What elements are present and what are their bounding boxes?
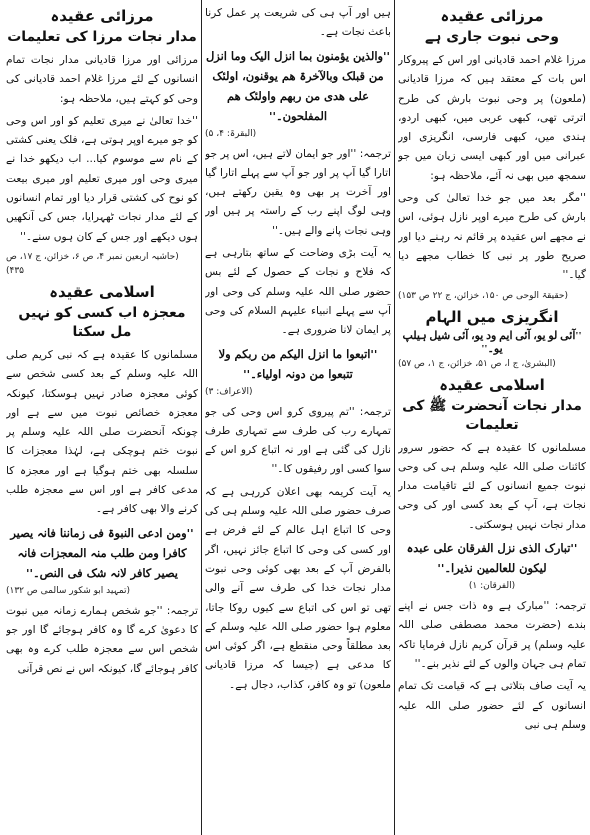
reference: (تمہید ابو شکور سالمی ص ۱۳۲) bbox=[6, 585, 131, 596]
paragraph: مسلمانوں کا عقیدہ ہے کہ حضور سرور کائنات صلی اللہ علیہ وسلم ہی کی وحی نبوت جمیع انسانوں کے لئے تاقیامت مدار نجات ہے، آپ کے بعد کسی اور کی وحی مدار نجات نہیں ہوسکتی۔ bbox=[398, 441, 586, 531]
paragraph: مرزائی اور مرزا قادیانی مدار نجات تمام انسانوں کے لئے مرزا غلام احمد قادیانی کی وحی کو کہتے ہیں، ملاحظہ ہو: bbox=[6, 54, 198, 105]
section-subheading: وحی نبوت جاری ہے bbox=[424, 29, 560, 45]
arabic-verse: ''والذین یؤمنون بما انزل الیک وما انزل من قبلک وبالآخرۃ ھم یوقنون، اولئک علی ھدی من ربھم واولئک ھم المفلحون۔'' bbox=[206, 48, 390, 123]
paragraph: مسلمانوں کا عقیدہ ہے کہ نبی کریم صلی اللہ علیہ وسلم کے بعد کسی شخص سے کوئی معجزہ صادر نہیں ہوسکتا، کیونکہ معجزہ خصائص نبوت میں سے ہے اور چونکہ آنحضرت صلی اللہ علیہ وسلم پر نبوت ختم ہوچکی ہے، لہٰذا معجزات کا سلسلہ بھی ختم ہوگیا ہے اور معجزہ کا مدعی کافر ہے اور اس سے معجزہ طلب کرنے والا بھی کافر ہے۔ bbox=[6, 348, 198, 516]
arabic-verse: ''ومن ادعی النبوۃ فی زماننا فانہ یصیر کافرا ومن طلب منہ المعجزات فانہ یصیر کافر لانہ شک فی النص۔'' bbox=[10, 525, 194, 580]
section-subheading: معجزہ اب کسی کو نہیں مل سکتا bbox=[18, 304, 186, 340]
reference: (حقیقۃ الوحی ص ۱۵۰، خزائن، ج ۲۲ ص ۱۵۳) bbox=[398, 290, 569, 301]
section-heading: اسلامی عقیدہ bbox=[49, 282, 155, 301]
arabic-verse: ''اتبعوا ما انزل الیکم من ربکم ولا تتبعوا من دونہ اولیاء۔'' bbox=[218, 346, 378, 381]
reference: (حاشیہ اربعین نمبر ۴، ص ۶، خزائن، ج ۱۷، ص ۴۳۵) bbox=[6, 251, 179, 276]
paragraph: ترجمہ: ''تم پیروی کرو اس وحی کی جو تمہارے رب کی طرف سے تمہاری طرف نازل کی گئی ہے اور نہ اتباع کرو اس کے سوا کسی اور رفیقوں کا۔'' bbox=[205, 405, 391, 476]
column-divider bbox=[201, 0, 202, 835]
section-subheading: مدار نجات آنحضرت ﷺ کی تعلیمات bbox=[402, 397, 582, 433]
reference: (البشریٰ، ج ا، ص ۵۱، خزائن، ج ۱، ص ۵۷) bbox=[398, 358, 556, 369]
paragraph: یہ آیت بڑی وضاحت کے ساتھ بتارہی ہے کہ فلاح و نجات کے حصول کے لئے بس حضور صلی اللہ علیہ وسلم کی وحی اور آپ سے پہلے انبیاء علیہم السلام کی وحی پر ایمان لانا ضروری ہے۔ bbox=[205, 247, 391, 337]
left-column bbox=[6, 4, 198, 832]
section-heading: مرزائی عقیدہ bbox=[440, 7, 544, 25]
middle-column bbox=[205, 4, 391, 832]
section-heading: مرزائی عقیدہ bbox=[50, 7, 154, 25]
english-quote: ''آئی لو یو، آئی ایم ود یو، آئی شیل ہیلپ یو۔'' bbox=[402, 329, 582, 355]
section-subheading: مدار نجات مرزا کی تعلیمات bbox=[7, 29, 197, 45]
arabic-verse: ''تبارک الذی نزل الفرقان علی عبدہ لیکون للعالمین نذیرا۔'' bbox=[406, 541, 578, 576]
paragraph: مرزا غلام احمد قادیانی اور اس کے پیروکار اس بات کے معتقد ہیں کہ مرزا قادیانی (ملعون) پر وحی نبوت بارش کی طرح اترتی تھی، کبھی عربی میں، کبھی اردو، ہندی میں، کبھی فارسی، انگریزی اور عبرانی میں اور کبھی ایسی زبان میں جو سمجھ میں بھی نہ آئے، ملاحظہ ہو: bbox=[398, 54, 586, 182]
paragraph: ہیں اور آپ ہی کی شریعت پر عمل کرنا باعث نجات ہے۔ bbox=[205, 7, 391, 39]
paragraph: ترجمہ: ''اور جو ایمان لاتے ہیں، اس پر جو اتارا گیا آپ پر اور جو آپ سے پہلے اتارا گیا اور آخرت پر بھی وہ یقین رکھتے ہیں، وہی لوگ اپنے رب کے راستہ پر ہیں اور وہی نجات پانے والے ہیں۔'' bbox=[205, 147, 391, 237]
section-heading: اسلامی عقیدہ bbox=[439, 375, 545, 394]
column-divider bbox=[394, 0, 395, 835]
right-column bbox=[398, 4, 586, 832]
reference: (الفرقان: ۱) bbox=[468, 581, 516, 592]
section-heading: انگریزی میں الہام bbox=[425, 307, 559, 326]
reference: (الاعراف: ۳) bbox=[205, 386, 253, 397]
paragraph: ترجمہ: ''مبارک ہے وہ ذات جس نے اپنے بندے (حضرت محمد مصطفی صلی اللہ علیہ وسلم) پر قرآن کریم نازل فرمایا تاکہ تمام ہی جہان والوں کے لئے نذیر بنے۔'' bbox=[398, 600, 586, 670]
quotation: ''خدا تعالیٰ نے میری تعلیم کو اور اس وحی کو جو میرے اوپر ہوتی ہے، فلک یعنی کشتی کے نام سے موسوم کیا... اب دیکھو خدا نے میری وحی اور میری تعلیم اور میری بیعت کو نوح کی کشتی قرار دیا اور تمام انسانوں کے لئے مدار نجات ٹھہرایا، جس کی آنکھیں ہوں دیکھے اور جس کے کان ہوں سنے۔'' bbox=[6, 114, 198, 243]
paragraph: یہ آیت صاف بتلاتی ہے کہ قیامت تک تمام انسانوں کے لئے حضور صلی اللہ علیہ وسلم ہی نبی bbox=[398, 680, 586, 731]
paragraph: ترجمہ: ''جو شخص ہمارے زمانہ میں نبوت کا دعویٰ کرے گا وہ کافر ہوجائے گا اور جو شخص اس سے معجزہ طلب کرے وہ بھی کافر ہوجائے گا، کیونکہ اس نے نص قرآنی bbox=[6, 604, 198, 675]
paragraph: یہ آیت کریمہ بھی اعلان کررہی ہے کہ صرف حضور صلی اللہ علیہ وسلم ہی کی وحی کا اتباع اہل عالم کے لئے فرض ہے اور کسی کی وحی کا اتباع جائز نہیں، اگر بالفرض آپ کے بعد بھی کوئی وحی نبوت مدار نجات خدا کی طرف سے آنے والی تھی تو اس کی اتباع سے کیوں روکا جاتا، معلوم ہوا حضور صلی اللہ علیہ وسلم کے بعد مطلقاً وحی منقطع ہے، اگر کوئی اس کا مدعی ہے (جیسا کہ مرزا قادیانی ملعون) تو وہ کافر، کذاب، دجال ہے۔ bbox=[205, 485, 391, 691]
reference: (البقرۃ: ۴، ۵) bbox=[205, 128, 257, 139]
quotation: ''مگر بعد میں جو خدا تعالیٰ کی وحی بارش کی طرح میرے اوپر نازل ہوئی، اس نے مجھے اس عقیدہ پر قائم نہ رہنے دیا اور صریح طور پر نبی کا خطاب مجھے دیا گیا۔'' bbox=[398, 192, 586, 282]
